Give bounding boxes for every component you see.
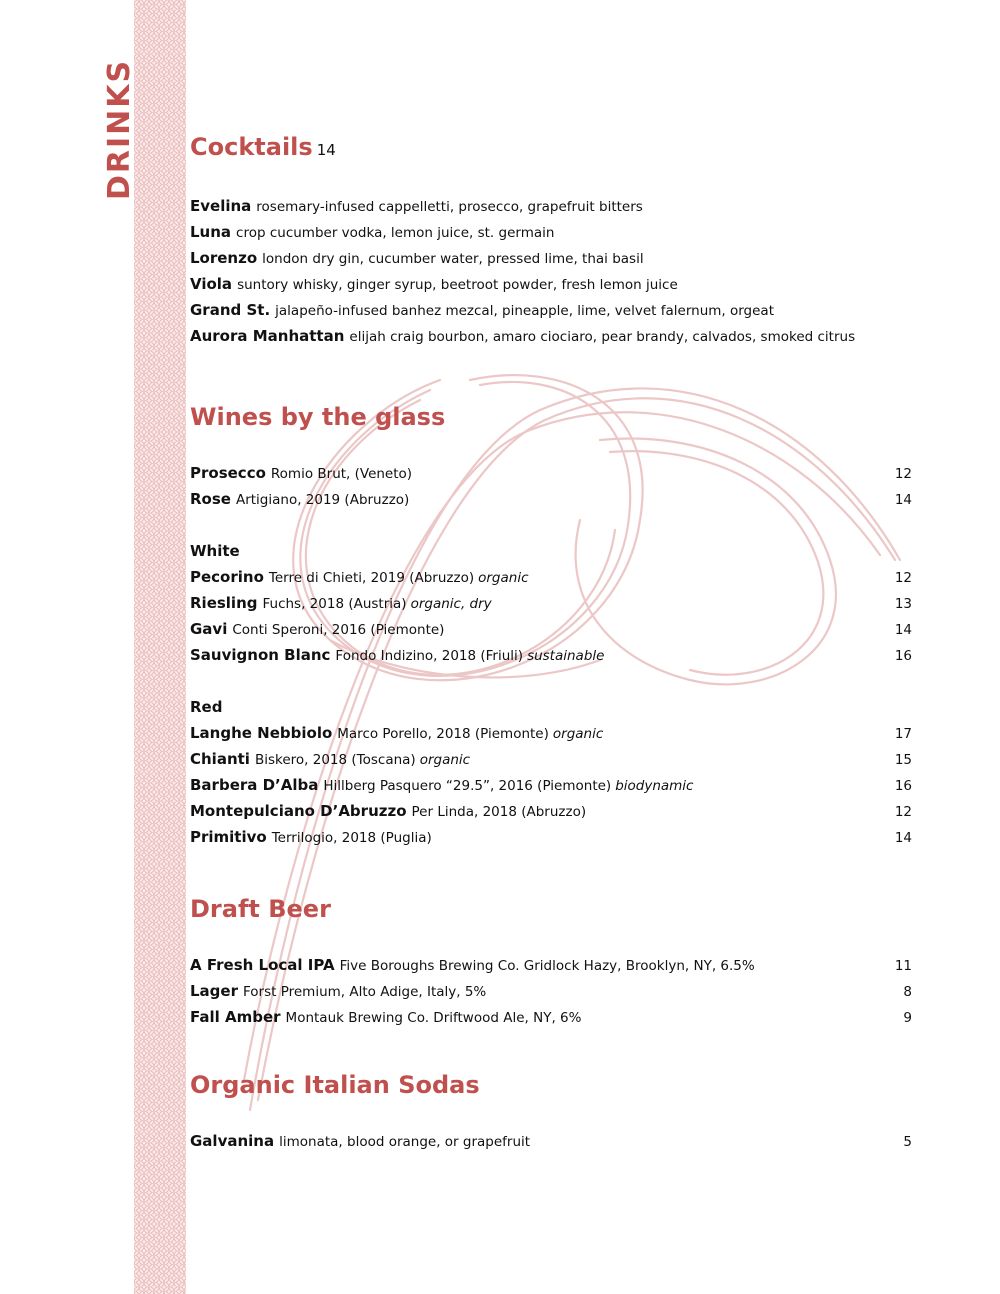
menu-item-text: [190, 564, 529, 591]
sodas-section: [190, 1070, 912, 1154]
menu-item-text: [190, 193, 643, 220]
menu-item-text: [190, 323, 855, 350]
wines-heading: Wines by the glass: [190, 403, 446, 431]
item-description: Romio Brut, (Veneto): [270, 466, 413, 482]
menu-item-text: [190, 245, 644, 272]
item-price: 12: [894, 570, 912, 586]
menu-item-text: [190, 642, 604, 669]
menu-item: [190, 245, 912, 271]
menu-item-text: [190, 616, 444, 643]
item-description: Artigiano, 2019 (Abruzzo): [235, 492, 410, 508]
item-description: london dry gin, cucumber water, pressed lime, thai basil: [262, 251, 644, 267]
menu-item-text: [190, 1004, 581, 1031]
item-description: Conti Speroni, 2016 (Piemonte): [232, 622, 445, 638]
menu-item-text: [190, 486, 409, 513]
item-price: 14: [894, 622, 912, 638]
item-name: Luna: [190, 223, 232, 241]
item-price: 5: [903, 1134, 912, 1150]
menu-item: [190, 590, 912, 616]
menu-item-text: [190, 271, 678, 298]
item-name: Primitivo: [190, 828, 267, 846]
item-description: crop cucumber vodka, lemon juice, st. germain: [236, 225, 555, 241]
item-price: 12: [894, 466, 912, 482]
item-description: Per Linda, 2018 (Abruzzo): [411, 804, 587, 820]
item-description: Five Boroughs Brewing Co. Gridlock Hazy, Brooklyn, NY, 6.5%: [339, 958, 755, 974]
item-name: Viola: [190, 275, 233, 293]
item-note: organic: [552, 726, 604, 742]
item-description: rosemary-infused cappelletti, prosecco, grapefruit bitters: [256, 199, 643, 215]
menu-item-text: [190, 952, 755, 979]
item-note: organic: [478, 570, 529, 586]
item-price: 13: [894, 596, 912, 612]
menu-item: [190, 323, 912, 349]
item-name: Montepulciano D’Abruzzo: [190, 802, 407, 820]
item-description: elijah craig bourbon, amaro ciociaro, pear brandy, calvados, smoked citrus: [349, 329, 856, 345]
menu-item-text: [190, 590, 492, 617]
item-description: limonata, blood orange, or grapefruit: [279, 1134, 531, 1150]
item-description: Montauk Brewing Co. Driftwood Ale, NY, 6%: [285, 1010, 582, 1026]
item-price: 14: [894, 492, 912, 508]
beer-heading: Draft Beer: [190, 895, 331, 923]
item-description: Hillberg Pasquero “29.5”, 2016 (Piemonte): [323, 778, 612, 794]
menu-item-text: [190, 824, 432, 851]
item-note: organic: [419, 752, 471, 768]
item-price: 9: [903, 1010, 912, 1026]
item-description: suntory whisky, ginger syrup, beetroot powder, fresh lemon juice: [237, 277, 678, 293]
menu-item-text: [190, 297, 774, 324]
menu-item: [190, 798, 912, 824]
menu-item: [190, 978, 912, 1004]
menu-item-text: [190, 219, 554, 246]
menu-item-text: [190, 798, 586, 825]
white-subheading: White: [190, 542, 240, 560]
menu-item: [190, 952, 912, 978]
beer-section: [190, 894, 912, 1030]
item-price: 15: [894, 752, 912, 768]
menu-item: [190, 772, 912, 798]
menu-item: [190, 219, 912, 245]
item-description: Terre di Chieti, 2019 (Abruzzo): [268, 570, 475, 586]
item-name: Fall Amber: [190, 1008, 281, 1026]
menu-item-text: [190, 460, 412, 487]
menu-item: [190, 271, 912, 297]
item-name: Sauvignon Blanc: [190, 646, 331, 664]
item-description: Fondo Indizino, 2018 (Friuli): [335, 648, 524, 664]
menu-item-text: [190, 1128, 530, 1155]
cocktails-price: 14: [316, 141, 336, 159]
item-name: Galvanina: [190, 1132, 275, 1150]
menu-item-text: [190, 978, 486, 1005]
item-name: Evelina: [190, 197, 252, 215]
item-name: Aurora Manhattan: [190, 327, 345, 345]
item-name: Chianti: [190, 750, 250, 768]
item-price: 8: [903, 984, 912, 1000]
item-price: 17: [894, 726, 912, 742]
wines-section: [190, 402, 912, 850]
menu-item: [190, 642, 912, 668]
menu-item: [190, 297, 912, 323]
item-name: Prosecco: [190, 464, 266, 482]
item-description: Biskero, 2018 (Toscana): [254, 752, 416, 768]
item-price: 16: [894, 778, 912, 794]
menu-item: [190, 460, 912, 486]
menu-item-text: [190, 772, 693, 799]
item-price: 12: [894, 804, 912, 820]
item-name: Riesling: [190, 594, 258, 612]
menu-item: [190, 616, 912, 642]
menu-item: [190, 1128, 912, 1154]
item-name: Langhe Nebbiolo: [190, 724, 333, 742]
item-name: Gavi: [190, 620, 228, 638]
item-description: Forst Premium, Alto Adige, Italy, 5%: [243, 984, 487, 1000]
menu-item: [190, 193, 912, 219]
item-description: Marco Porello, 2018 (Piemonte): [337, 726, 549, 742]
menu-item-text: [190, 746, 470, 773]
item-description: Terrilogio, 2018 (Puglia): [271, 830, 432, 846]
honeycomb-pattern-strip: [134, 0, 186, 1294]
menu-item: [190, 720, 912, 746]
item-note: biodynamic: [615, 778, 694, 794]
item-note: sustainable: [527, 648, 605, 664]
menu-item: [190, 824, 912, 850]
item-name: Pecorino: [190, 568, 264, 586]
menu-item: [190, 1004, 912, 1030]
red-subheading: Red: [190, 698, 223, 716]
item-description: Fuchs, 2018 (Austria): [262, 596, 407, 612]
item-name: Grand St.: [190, 301, 271, 319]
sodas-heading: Organic Italian Sodas: [190, 1071, 480, 1099]
menu-item: [190, 486, 912, 512]
item-description: jalapeño-infused banhez mezcal, pineapple, lime, velvet falernum, orgeat: [275, 303, 774, 319]
menu-item-text: [190, 720, 603, 747]
cocktails-section: [190, 132, 912, 349]
item-name: A Fresh Local IPA: [190, 956, 335, 974]
item-price: 16: [894, 648, 912, 664]
item-price: 14: [894, 830, 912, 846]
item-name: Barbera D’Alba: [190, 776, 319, 794]
item-name: Lorenzo: [190, 249, 258, 267]
item-note: organic, dry: [410, 596, 492, 612]
item-name: Lager: [190, 982, 238, 1000]
menu-item: [190, 564, 912, 590]
cocktails-heading: Cocktails 14: [190, 133, 336, 161]
item-name: Rose: [190, 490, 231, 508]
item-price: 11: [894, 958, 912, 974]
page-title: DRINKS: [102, 58, 137, 200]
menu-item: [190, 746, 912, 772]
